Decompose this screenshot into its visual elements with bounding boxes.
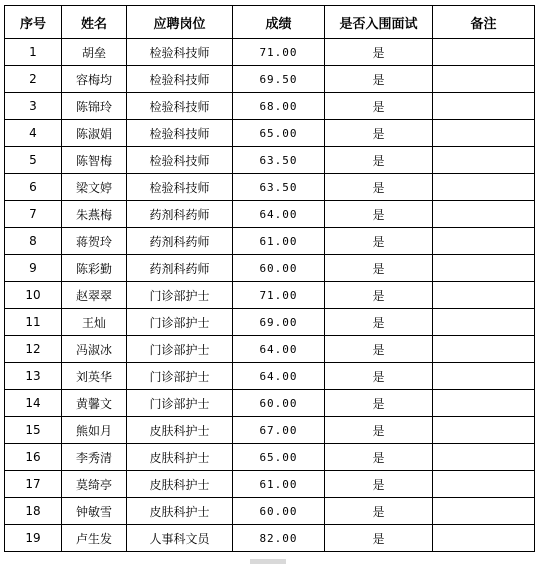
cell-position: 检验科技师 [127, 93, 233, 120]
cell-position: 检验科技师 [127, 39, 233, 66]
cell-interview: 是 [325, 336, 433, 363]
table-row [5, 471, 535, 498]
cell-interview: 是 [325, 93, 433, 120]
cell-name: 朱燕梅 [62, 201, 127, 228]
cell-score: 61.00 [233, 228, 325, 255]
cell-interview: 是 [325, 39, 433, 66]
cell-interview: 是 [325, 228, 433, 255]
cell-interview: 是 [325, 147, 433, 174]
cell-no: 6 [5, 174, 62, 201]
cell-note [433, 93, 535, 120]
table-row [5, 228, 535, 255]
cell-score: 64.00 [233, 363, 325, 390]
cell-interview: 是 [325, 174, 433, 201]
cell-no: 3 [5, 93, 62, 120]
header-no: 序号 [5, 6, 62, 39]
cell-position: 门诊部护士 [127, 390, 233, 417]
table-row [5, 363, 535, 390]
table-row [5, 390, 535, 417]
cell-no: 5 [5, 147, 62, 174]
cell-score: 71.00 [233, 39, 325, 66]
cell-interview: 是 [325, 66, 433, 93]
table-row [5, 525, 535, 552]
header-position: 应聘岗位 [127, 6, 233, 39]
cell-no: 13 [5, 363, 62, 390]
cell-note [433, 255, 535, 282]
cell-interview: 是 [325, 363, 433, 390]
cell-no: 1 [5, 39, 62, 66]
cell-position: 检验科技师 [127, 174, 233, 201]
cell-interview: 是 [325, 444, 433, 471]
table-row [5, 66, 535, 93]
table-row [5, 93, 535, 120]
cell-note [433, 66, 535, 93]
table-row [5, 417, 535, 444]
cell-name: 莫绮亭 [62, 471, 127, 498]
cell-score: 82.00 [233, 525, 325, 552]
cell-name: 陈智梅 [62, 147, 127, 174]
cell-note [433, 336, 535, 363]
table-header [5, 6, 535, 39]
cell-name: 黄馨文 [62, 390, 127, 417]
cell-score: 64.00 [233, 336, 325, 363]
cell-note [433, 471, 535, 498]
cell-name: 王灿 [62, 309, 127, 336]
cell-name: 胡垒 [62, 39, 127, 66]
cell-no: 14 [5, 390, 62, 417]
cell-position: 门诊部护士 [127, 309, 233, 336]
cell-position: 检验科技师 [127, 147, 233, 174]
cell-note [433, 390, 535, 417]
cell-interview: 是 [325, 471, 433, 498]
table-row [5, 255, 535, 282]
cell-score: 60.00 [233, 498, 325, 525]
scroll-strip [250, 559, 286, 564]
cell-name: 刘英华 [62, 363, 127, 390]
cell-note [433, 174, 535, 201]
table-row [5, 174, 535, 201]
cell-position: 人事科文员 [127, 525, 233, 552]
cell-score: 63.50 [233, 147, 325, 174]
cell-position: 皮肤科护士 [127, 471, 233, 498]
cell-position: 门诊部护士 [127, 282, 233, 309]
cell-interview: 是 [325, 390, 433, 417]
cell-name: 卢生发 [62, 525, 127, 552]
cell-no: 15 [5, 417, 62, 444]
cell-name: 容梅均 [62, 66, 127, 93]
cell-note [433, 282, 535, 309]
table-row [5, 309, 535, 336]
cell-note [433, 201, 535, 228]
cell-no: 17 [5, 471, 62, 498]
cell-name: 冯淑冰 [62, 336, 127, 363]
cell-no: 10 [5, 282, 62, 309]
cell-no: 12 [5, 336, 62, 363]
table-row [5, 147, 535, 174]
table-row [5, 282, 535, 309]
cell-score: 71.00 [233, 282, 325, 309]
cell-position: 药剂科药师 [127, 228, 233, 255]
header-name: 姓名 [62, 6, 127, 39]
cell-position: 门诊部护士 [127, 336, 233, 363]
cell-interview: 是 [325, 309, 433, 336]
cell-score: 69.50 [233, 66, 325, 93]
table-row [5, 201, 535, 228]
table-row [5, 120, 535, 147]
cell-interview: 是 [325, 498, 433, 525]
cell-score: 60.00 [233, 255, 325, 282]
cell-note [433, 120, 535, 147]
cell-score: 61.00 [233, 471, 325, 498]
cell-score: 63.50 [233, 174, 325, 201]
header-interview: 是否入围面试 [325, 6, 433, 39]
cell-position: 门诊部护士 [127, 363, 233, 390]
cell-name: 陈彩勤 [62, 255, 127, 282]
cell-name: 蒋贺玲 [62, 228, 127, 255]
cell-name: 钟敏雪 [62, 498, 127, 525]
cell-score: 65.00 [233, 444, 325, 471]
cell-position: 检验科技师 [127, 120, 233, 147]
cell-no: 16 [5, 444, 62, 471]
cell-note [433, 147, 535, 174]
cell-interview: 是 [325, 255, 433, 282]
cell-no: 7 [5, 201, 62, 228]
cell-interview: 是 [325, 417, 433, 444]
cell-name: 陈锦玲 [62, 93, 127, 120]
cell-score: 67.00 [233, 417, 325, 444]
cell-name: 熊如月 [62, 417, 127, 444]
cell-note [433, 417, 535, 444]
cell-no: 9 [5, 255, 62, 282]
cell-interview: 是 [325, 525, 433, 552]
header-note: 备注 [433, 6, 535, 39]
cell-interview: 是 [325, 201, 433, 228]
table-row [5, 39, 535, 66]
cell-no: 2 [5, 66, 62, 93]
cell-score: 60.00 [233, 390, 325, 417]
cell-position: 皮肤科护士 [127, 498, 233, 525]
cell-note [433, 39, 535, 66]
header-score: 成绩 [233, 6, 325, 39]
cell-note [433, 228, 535, 255]
cell-note [433, 363, 535, 390]
cell-name: 李秀清 [62, 444, 127, 471]
table-row [5, 498, 535, 525]
cell-note [433, 525, 535, 552]
header-row [5, 6, 535, 39]
table-row [5, 336, 535, 363]
cell-no: 8 [5, 228, 62, 255]
cell-score: 68.00 [233, 93, 325, 120]
cell-name: 梁文婷 [62, 174, 127, 201]
cell-note [433, 444, 535, 471]
table-row [5, 444, 535, 471]
cell-score: 69.00 [233, 309, 325, 336]
cell-note [433, 498, 535, 525]
cell-no: 18 [5, 498, 62, 525]
cell-name: 陈淑娟 [62, 120, 127, 147]
cell-position: 皮肤科护士 [127, 444, 233, 471]
cell-score: 65.00 [233, 120, 325, 147]
cell-position: 药剂科药师 [127, 255, 233, 282]
cell-position: 检验科技师 [127, 66, 233, 93]
table-body [5, 39, 535, 552]
cell-no: 19 [5, 525, 62, 552]
cell-position: 皮肤科护士 [127, 417, 233, 444]
results-table [4, 5, 535, 552]
cell-interview: 是 [325, 120, 433, 147]
cell-no: 4 [5, 120, 62, 147]
cell-no: 11 [5, 309, 62, 336]
cell-score: 64.00 [233, 201, 325, 228]
cell-position: 药剂科药师 [127, 201, 233, 228]
cell-interview: 是 [325, 282, 433, 309]
cell-name: 赵翠翠 [62, 282, 127, 309]
cell-note [433, 309, 535, 336]
